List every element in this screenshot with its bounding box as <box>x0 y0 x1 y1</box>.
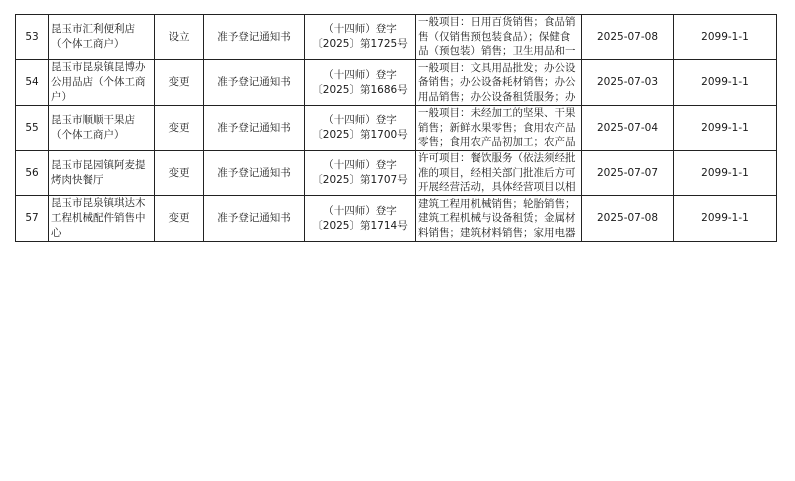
business-scope <box>416 15 582 60</box>
valid-until: 2099-1-1 <box>674 196 777 242</box>
registration-type: 变更 <box>155 106 204 151</box>
document-number: （十四师）登字〔2025〕第1707号 <box>305 151 416 196</box>
business-name: 昆玉市昆泉镇昆博办公用品店（个体工商户） <box>49 60 155 106</box>
document-number: （十四师）登字〔2025〕第1700号 <box>305 106 416 151</box>
document-number: （十四师）登字〔2025〕第1725号 <box>305 15 416 60</box>
decision-date: 2025-07-08 <box>582 196 674 242</box>
valid-until: 2099-1-1 <box>674 15 777 60</box>
decision-date: 2025-07-07 <box>582 151 674 196</box>
valid-until: 2099-1-1 <box>674 60 777 106</box>
business-name: 昆玉市汇利便利店（个体工商户） <box>49 15 155 60</box>
table-row <box>16 15 777 60</box>
table-row <box>16 151 777 196</box>
registration-type: 设立 <box>155 15 204 60</box>
decision-date: 2025-07-08 <box>582 15 674 60</box>
document-type: 准予登记通知书 <box>204 15 305 60</box>
business-scope <box>416 151 582 196</box>
registration-table <box>15 14 777 242</box>
row-number: 56 <box>16 151 49 196</box>
document-type: 准予登记通知书 <box>204 196 305 242</box>
business-name: 昆玉市昆园镇阿麦提烤肉快餐厅 <box>49 151 155 196</box>
business-name: 昆玉市顺顺干果店（个体工商户） <box>49 106 155 151</box>
row-number: 53 <box>16 15 49 60</box>
document-number: （十四师）登字〔2025〕第1714号 <box>305 196 416 242</box>
row-number: 57 <box>16 196 49 242</box>
document-number: （十四师）登字〔2025〕第1686号 <box>305 60 416 106</box>
row-number: 54 <box>16 60 49 106</box>
business-scope <box>416 60 582 106</box>
decision-date: 2025-07-04 <box>582 106 674 151</box>
business-name: 昆玉市昆泉镇琪达木工程机械配件销售中心 <box>49 196 155 242</box>
document-type: 准予登记通知书 <box>204 60 305 106</box>
registration-type: 变更 <box>155 196 204 242</box>
table-row <box>16 196 777 242</box>
table-row <box>16 60 777 106</box>
table-row <box>16 106 777 151</box>
decision-date: 2025-07-03 <box>582 60 674 106</box>
document-type: 准予登记通知书 <box>204 106 305 151</box>
business-scope-text: 建筑工程用机械销售；轮胎销售；建筑工程机械与设备租赁；金属材料销售；建筑材料销售；家用电器 <box>418 197 576 239</box>
valid-until: 2099-1-1 <box>674 106 777 151</box>
document-type: 准予登记通知书 <box>204 151 305 196</box>
row-number: 55 <box>16 106 49 151</box>
registration-type: 变更 <box>155 60 204 106</box>
business-scope-text: 一般项目：未经加工的坚果、干果销售；新鲜水果零售；食用农产品零售；食用农产品初加工；农产品 <box>418 107 576 149</box>
valid-until: 2099-1-1 <box>674 151 777 196</box>
business-scope-text: 一般项目：文具用品批发；办公设备销售；办公设备耗材销售；办公用品销售；办公设备租赁服务；办 <box>418 61 576 103</box>
business-scope <box>416 106 582 151</box>
business-scope-text: 许可项目：餐饮服务（依法须经批准的项目，经相关部门批准后方可开展经营活动，具体经营项目以相 <box>418 152 576 194</box>
business-scope <box>416 196 582 242</box>
business-scope-text: 一般项目：日用百货销售；食品销售（仅销售预包装食品）；保健食品（预包装）销售；卫生用品和一 <box>418 16 576 58</box>
registration-type: 变更 <box>155 151 204 196</box>
table-body <box>16 15 777 242</box>
